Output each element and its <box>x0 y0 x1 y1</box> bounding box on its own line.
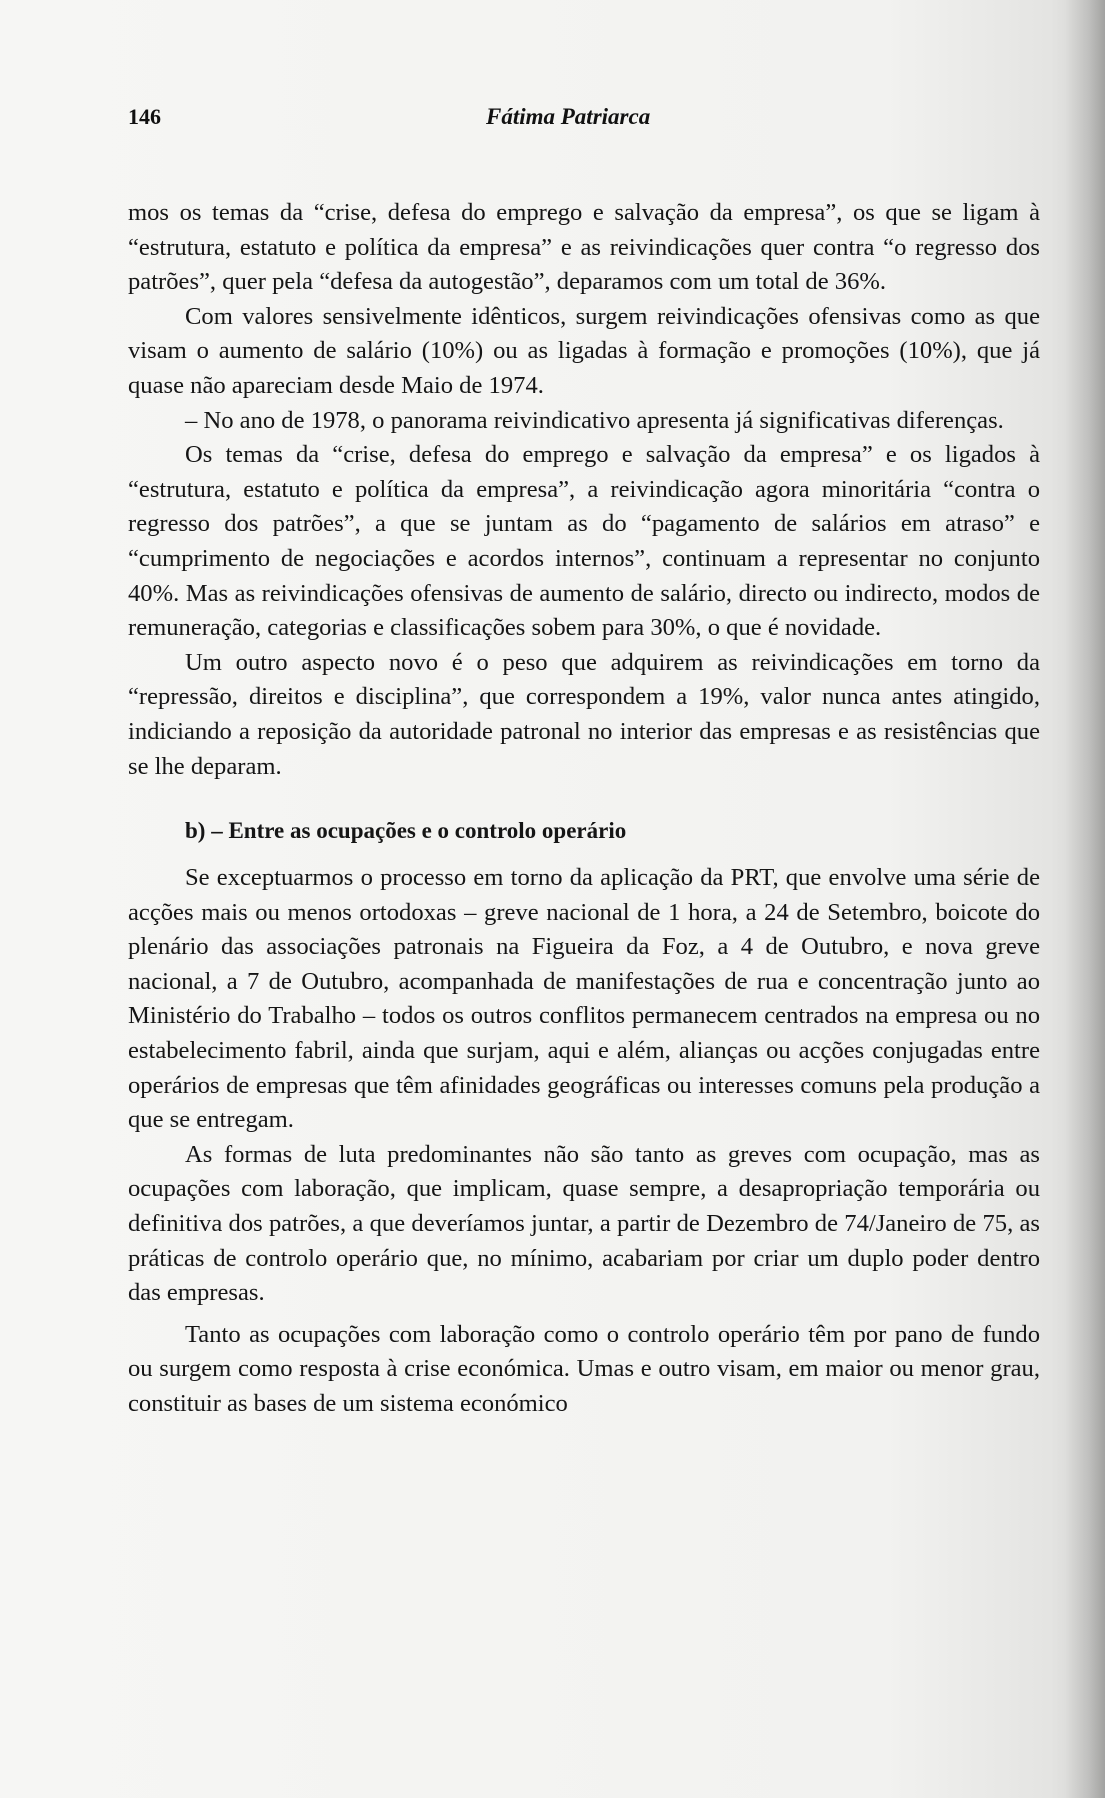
paragraph-gap <box>128 1311 1040 1318</box>
paragraph-6: Se exceptuarmos o processo em torno da aplicação da PRT, que envolve uma série de acções mais ou menos ortodoxas – greve nacional de 1 hora, a 24 de Setembro, boicote do plenário das associações patronais na Figueira da Foz, a 4 de Outubro, e nova greve nacional, a 7 de Outubro, acompanhada de manifestações de rua e concentração junto ao Ministério do Trabalho – todos os outros conflitos permanecem centrados na empresa ou no estabelecimento fabril, ainda que surjam, aqui e além, alianças ou acções conjugadas entre operários de empresas que têm afinidades geográficas ou interesses comuns pela produção a que se entregam. <box>128 864 1040 1134</box>
paragraph-1: mos os temas da “crise, defesa do emprego e salvação da empresa”, os que se ligam à “estrutura, estatuto e política da empresa” e as reivindicações quer contra “o regresso dos patrões”, quer pela “defesa da autogestão”, deparamos com um total de 36%. <box>128 199 1040 296</box>
paragraph-7: As formas de luta predominantes não são tanto as greves com ocupação, mas as ocupações com laboração, que implicam, quase sempre, a desapropriação temporária ou definitiva dos patrões, a que deveríamos juntar, a partir de Dezembro de 74/Janeiro de 75, as práticas de controlo operário que, no mínimo, acabariam por criar um duplo poder dentro das empresas. <box>128 1140 1040 1307</box>
page-gutter-shadow <box>1065 0 1105 1798</box>
paragraph-3: – No ano de 1978, o panorama reivindicativo apresenta já significativas diferenças. <box>185 406 1004 434</box>
section-heading: b) – Entre as ocupações e o controlo operário <box>185 818 627 844</box>
paragraph-5: Um outro aspecto novo é o peso que adquirem as reivindicações em torno da “repressão, direitos e disciplina”, que correspondem a 19%, valor nunca antes atingido, indiciando a reposição da autoridade patronal no interior das empresas e as resistências que se lhe deparam. <box>128 648 1040 780</box>
page-number: 146 <box>128 104 161 129</box>
body-text <box>128 196 1040 1422</box>
paragraph-2: Com valores sensivelmente idênticos, surgem reivindicações ofensivas como as que visam o aumento de salário (10%) ou as ligadas à formação e promoções (10%), que já quase não apareciam desde Maio de 1974. <box>128 302 1040 399</box>
running-head: Fátima Patriarca <box>486 104 651 129</box>
page-header <box>128 104 1040 138</box>
paragraph-8: Tanto as ocupações com laboração como o controlo operário têm por pano de fundo ou surgem como resposta à crise económica. Umas e outro visam, em maior ou menor grau, constituir as bases de um sistema económico <box>128 1320 1040 1417</box>
paragraph-4: Os temas da “crise, defesa do emprego e salvação da empresa” e os ligados à “estrutura, estatuto e política da empresa”, a reivindicação agora minoritária “contra o regresso dos patrões”, a que se juntam as do “pagamento de salários em atraso” e “cumprimento de negociações e acordos internos”, continuam a representar no conjunto 40%. Mas as reivindicações ofensivas de aumento de salário, directo ou indirecto, modos de remuneração, categorias e classificações sobem para 30%, o que é novidade. <box>128 441 1040 642</box>
